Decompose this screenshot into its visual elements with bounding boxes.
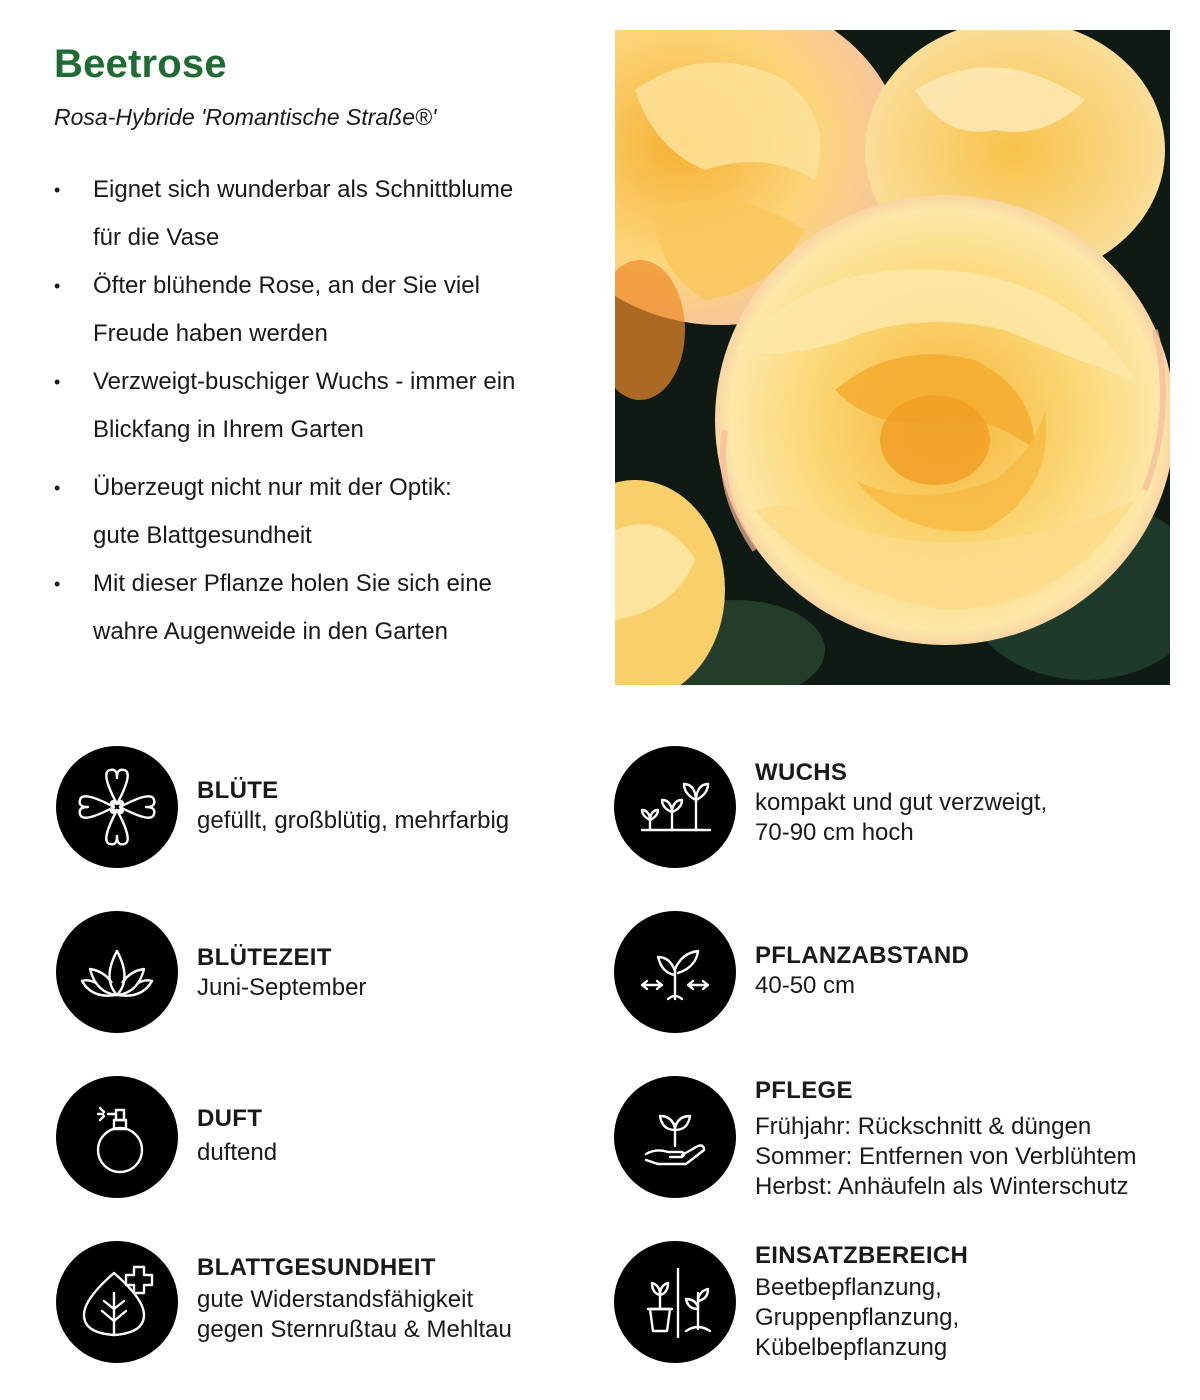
- bullet-dot: •: [54, 574, 61, 594]
- feature-value-line: Beetbepflanzung,: [755, 1274, 942, 1301]
- bullet-line: wahre Augenweide in den Garten: [93, 618, 448, 645]
- product-subtitle: Rosa-Hybride 'Romantische Straße®': [54, 104, 437, 130]
- feature-value-line: duftend: [197, 1139, 278, 1166]
- bullet-item: [54, 560, 574, 656]
- feature-value-line: kompakt und gut verzweigt,: [755, 789, 1048, 816]
- feature-pflanzabstand: [614, 911, 969, 1033]
- feature-value-line: Gruppenpflanzung,: [755, 1304, 960, 1331]
- feature-label: PFLEGE: [755, 1077, 853, 1104]
- feature-value-line: 40-50 cm: [755, 972, 856, 999]
- feature-bluetezeit: [56, 911, 366, 1033]
- bullet-line: Mit dieser Pflanze holen Sie sich eine: [93, 570, 492, 597]
- flower-icon: [56, 746, 178, 868]
- bullet-line: Verzweigt-buschiger Wuchs - immer ein: [93, 368, 516, 395]
- feature-value: [755, 788, 1047, 848]
- bullet-item: [54, 464, 574, 560]
- feature-value: [755, 971, 969, 1001]
- feature-label: PFLANZABSTAND: [755, 942, 970, 969]
- plant-spacing-icon: [614, 911, 736, 1033]
- feature-value-line: gegen Sternrußtau & Mehltau: [197, 1316, 512, 1343]
- feature-label: EINSATZBEREICH: [755, 1242, 969, 1269]
- feature-duft: [56, 1076, 277, 1198]
- feature-bullet-list: [54, 166, 574, 656]
- bullet-dot: •: [54, 478, 61, 498]
- bullet-dot: •: [54, 276, 61, 296]
- product-title: Beetrose: [54, 42, 227, 86]
- bullet-line: Überzeugt nicht nur mit der Optik:: [93, 474, 452, 501]
- feature-label: DUFT: [197, 1105, 263, 1132]
- feature-label: BLÜTEZEIT: [197, 944, 332, 971]
- feature-value-line: Herbst: Anhäufeln als Winterschutz: [755, 1173, 1129, 1200]
- bullet-dot: •: [54, 372, 61, 392]
- bullet-line: gute Blattgesundheit: [93, 522, 312, 549]
- rose-photo: [615, 30, 1170, 685]
- feature-value: [197, 1285, 512, 1345]
- feature-einsatzbereich: [614, 1241, 968, 1363]
- feature-value-line: Sommer: Entfernen von Verblühtem: [755, 1143, 1137, 1170]
- feature-value-line: Juni-September: [197, 974, 367, 1001]
- feature-wuchs: [614, 746, 1047, 868]
- lotus-icon: [56, 911, 178, 1033]
- feature-value: [197, 1138, 277, 1168]
- perfume-bottle-icon: [56, 1076, 178, 1198]
- feature-value-line: 70-90 cm hoch: [755, 819, 914, 846]
- bullet-line: Öfter blühende Rose, an der Sie viel: [93, 272, 480, 299]
- bullet-line: Blickfang in Ihrem Garten: [93, 416, 364, 443]
- seedlings-growth-icon: [614, 746, 736, 868]
- feature-label: WUCHS: [755, 759, 848, 786]
- feature-blattgesundheit: [56, 1241, 512, 1363]
- feature-value: [197, 973, 366, 1003]
- feature-value-line: gute Widerstandsfähigkeit: [197, 1286, 474, 1313]
- feature-value-line: gefüllt, großblütig, mehrfarbig: [197, 807, 510, 834]
- feature-value-line: Kübelbepflanzung: [755, 1334, 948, 1361]
- bullet-item: [54, 166, 574, 262]
- hand-plant-icon: [614, 1076, 736, 1198]
- pot-and-bed-icon: [614, 1241, 736, 1363]
- bullet-dot: •: [54, 180, 61, 200]
- feature-value: [755, 1112, 1137, 1202]
- leaf-health-icon: [56, 1241, 178, 1363]
- feature-bluete: [56, 746, 509, 868]
- feature-value-line: Frühjahr: Rückschnitt & düngen: [755, 1113, 1092, 1140]
- bullet-item: [54, 358, 574, 454]
- feature-label: BLATTGESUNDHEIT: [197, 1254, 436, 1281]
- feature-value: [755, 1273, 968, 1363]
- bullet-line: für die Vase: [93, 224, 220, 251]
- feature-label: BLÜTE: [197, 777, 279, 804]
- feature-value: [197, 806, 509, 836]
- bullet-line: Freude haben werden: [93, 320, 328, 347]
- rose-illustration: [615, 30, 1170, 685]
- bullet-item: [54, 262, 574, 358]
- feature-pflege: [614, 1076, 1137, 1202]
- bullet-line: Eignet sich wunderbar als Schnittblume: [93, 176, 514, 203]
